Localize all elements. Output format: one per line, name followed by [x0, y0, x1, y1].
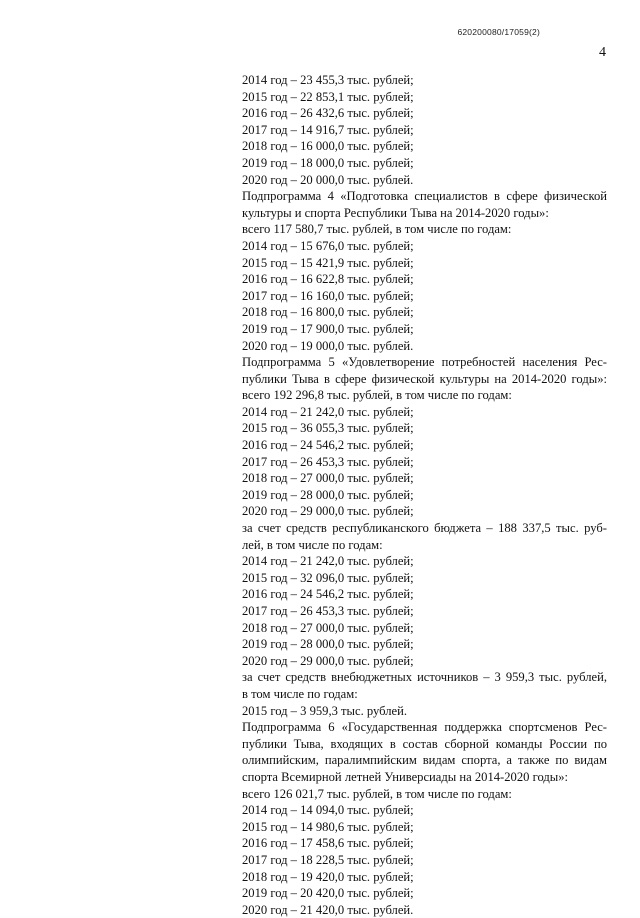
text-line: 2015 год – 32 096,0 тыс. рублей; — [242, 570, 414, 585]
text-line: 2017 год – 26 453,3 тыс. рублей; — [242, 454, 414, 469]
text-line: 2015 год – 15 421,9 тыс. рублей; — [242, 255, 414, 270]
text-line: 2014 год – 21 242,0 тыс. рублей; — [242, 404, 414, 419]
text-line: 2015 год – 22 853,1 тыс. рублей; — [242, 89, 414, 104]
text-line: 2020 год – 19 000,0 тыс. рублей. — [242, 338, 414, 353]
text-line: 2014 год – 15 676,0 тыс. рублей; — [242, 238, 414, 253]
text-line: публики Тыва, входящих в состав сборной команды России по — [242, 736, 607, 751]
text-line: 2020 год – 20 000,0 тыс. рублей. — [242, 172, 414, 187]
text-line: за счет средств внебюджетных источников – 3 959,3 тыс. рублей, — [242, 670, 607, 685]
text-line: 2015 год – 3 959,3 тыс. рублей. — [242, 703, 408, 718]
text-line: 2016 год – 17 458,6 тыс. рублей; — [242, 836, 414, 851]
text-line: 2014 год – 21 242,0 тыс. рублей; — [242, 554, 414, 569]
text-line: 2019 год – 20 420,0 тыс. рублей; — [242, 886, 414, 901]
text-line: 2017 год – 16 160,0 тыс. рублей; — [242, 288, 414, 303]
text-line: 2018 год – 27 000,0 тыс. рублей; — [242, 471, 414, 486]
text-line: в том числе по годам: — [242, 686, 358, 701]
text-line: Подпрограмма 6 «Государственная поддержка спортсменов Рес- — [242, 720, 607, 735]
text-line: 2018 год – 19 420,0 тыс. рублей; — [242, 869, 414, 884]
document-body — [242, 72, 607, 918]
text-line: 2020 год – 29 000,0 тыс. рублей; — [242, 504, 414, 519]
text-line: 2016 год – 24 546,2 тыс. рублей; — [242, 438, 414, 453]
text-line: 2016 год – 24 546,2 тыс. рублей; — [242, 587, 414, 602]
text-line: 2019 год – 18 000,0 тыс. рублей; — [242, 155, 414, 170]
text-line: всего 117 580,7 тыс. рублей, в том числе по годам: — [242, 222, 512, 237]
text-line: 2018 год – 16 000,0 тыс. рублей; — [242, 139, 414, 154]
text-line: 2016 год – 26 432,6 тыс. рублей; — [242, 106, 414, 121]
text-line: 2014 год – 14 094,0 тыс. рублей; — [242, 803, 414, 818]
text-line: 2017 год – 26 453,3 тыс. рублей; — [242, 604, 414, 618]
text-line: публики Тыва в сфере физической культуры на 2014-2020 годы»: — [242, 371, 607, 386]
text-line: 2018 год – 16 800,0 тыс. рублей; — [242, 305, 414, 320]
text-line: культуры и спорта Республики Тыва на 2014-2020 годы»: — [242, 205, 549, 220]
text-line: 2020 год – 21 420,0 тыс. рублей. — [242, 902, 414, 917]
text-line: 2019 год – 17 900,0 тыс. рублей; — [242, 321, 414, 336]
text-line: 2014 год – 23 455,3 тыс. рублей; — [242, 73, 414, 87]
text-line: олимпийским, паралимпийским видам спорта, а также по видам — [242, 753, 607, 768]
text-line: лей, в том числе по годам: — [242, 537, 383, 552]
text-line: за счет средств республиканского бюджета – 188 337,5 тыс. руб- — [242, 521, 607, 536]
text-line: 2018 год – 27 000,0 тыс. рублей; — [242, 620, 414, 635]
text-line: 2015 год – 14 980,6 тыс. рублей; — [242, 819, 414, 834]
text-line: 2015 год – 36 055,3 тыс. рублей; — [242, 421, 414, 436]
text-line: 2019 год – 28 000,0 тыс. рублей; — [242, 487, 414, 502]
text-line: 2019 год – 28 000,0 тыс. рублей; — [242, 637, 414, 652]
text-line: Подпрограмма 4 «Подготовка специалистов в сфере физической — [242, 189, 607, 204]
text-line: 2017 год – 14 916,7 тыс. рублей; — [242, 122, 414, 137]
text-line: всего 192 296,8 тыс. рублей, в том числе по годам: — [242, 388, 512, 403]
text-line: 2016 год – 16 622,8 тыс. рублей; — [242, 272, 414, 287]
text-line: 2020 год – 29 000,0 тыс. рублей; — [242, 653, 414, 668]
text-line: спорта Всемирной летней Универсиады на 2014-2020 годы»: — [242, 769, 569, 784]
page-number: 4 — [599, 45, 606, 60]
text-line: всего 126 021,7 тыс. рублей, в том числе по годам: — [242, 786, 512, 801]
text-line: 2017 год – 18 228,5 тыс. рублей; — [242, 852, 414, 867]
document-id: 620200080/17059(2) — [457, 27, 540, 37]
text-line: Подпрограмма 5 «Удовлетворение потребностей населения Рес- — [242, 355, 607, 370]
